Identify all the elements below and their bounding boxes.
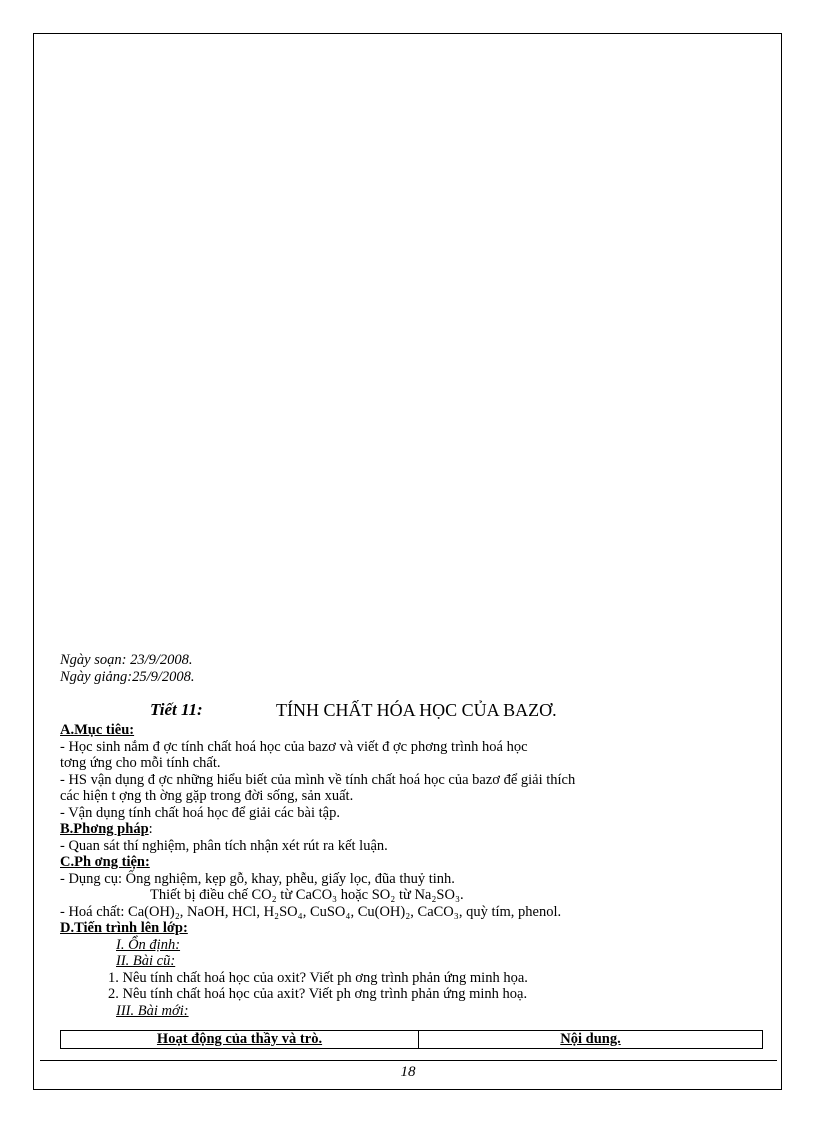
lesson-title: TÍNH CHẤT HÓA HỌC CỦA BAZƠ. xyxy=(276,700,557,720)
step-stabilize-label: I. Ổn định: xyxy=(116,936,181,953)
step-old-lesson-label: II. Bài cũ: xyxy=(116,953,176,969)
lesson-number: Tiết 11: xyxy=(150,700,203,719)
title-row xyxy=(60,702,766,722)
section-b-heading: B.Phơng pháp xyxy=(60,821,149,837)
section-d-heading: D.Tiến trình lên lớp: xyxy=(60,920,188,936)
content-header: Nội dung. xyxy=(419,1031,763,1049)
section-c-chemicals: - Hoá chất: Ca(OH)₂, NaOH, HCl, H₂SO₄, CuSO₄, Cu(OH)₂, CaCO₃, quỳ tím, phenol. xyxy=(60,903,562,920)
section-a-line: các hiện t ợng th ờng gặp trong đời sống, sản xuất. xyxy=(60,788,354,804)
section-b-line: - Quan sát thí nghiệm, phân tích nhận xét rút ra kết luận. xyxy=(60,837,388,854)
question-1: 1. Nêu tính chất hoá học của oxit? Viết ph ơng trình phản ứng minh họa. xyxy=(108,969,528,986)
date-taught: Ngày giảng:25/9/2008. xyxy=(60,668,195,685)
table-header-row xyxy=(61,1031,763,1049)
page-number: 18 xyxy=(400,1064,416,1080)
teacher-student-header: Hoạt động của thầy và trò. xyxy=(61,1031,419,1049)
section-b-colon: : xyxy=(148,821,153,837)
activity-table xyxy=(60,1030,763,1049)
question-2: 2. Nêu tính chất hoá học của axit? Viết ph ơng trình phản ứng minh hoạ. xyxy=(108,986,528,1002)
step-new-lesson-label: III. Bài mới: xyxy=(116,1002,189,1019)
section-a-line: - Vận dụng tính chất hoá học để giải các bài tập. xyxy=(60,804,340,821)
section-c-tools: - Dụng cụ: Ống nghiệm, kẹp gỗ, khay, phễu, giấy lọc, đũa thuỷ tinh. xyxy=(60,870,455,887)
section-c-equipment: Thiết bị điều chế CO₂ từ CaCO₃ hoặc SO₂ từ Na₂SO₃. xyxy=(150,887,464,903)
section-a-line: tơng ứng cho mỗi tính chất. xyxy=(60,755,221,771)
section-a-line: - Học sinh nắm đ ợc tính chất hoá học của bazơ và viết đ ợc phơng trình hoá học xyxy=(60,738,528,755)
section-a-heading: A.Mục tiêu: xyxy=(60,722,135,738)
date-prepared: Ngày soạn: 23/9/2008. xyxy=(60,652,193,668)
section-b-heading-row xyxy=(60,821,766,838)
lesson-body xyxy=(60,652,766,1019)
step-new-lesson xyxy=(60,1003,766,1020)
step-stabilize xyxy=(60,937,766,954)
section-c-heading: C.Ph ơng tiện: xyxy=(60,854,150,870)
step-old-lesson xyxy=(60,953,766,970)
footer-divider xyxy=(40,1060,777,1061)
section-a-line: - HS vận dụng đ ợc những hiểu biết của mình về tính chất hoá học của bazơ để giải thích xyxy=(60,771,576,788)
